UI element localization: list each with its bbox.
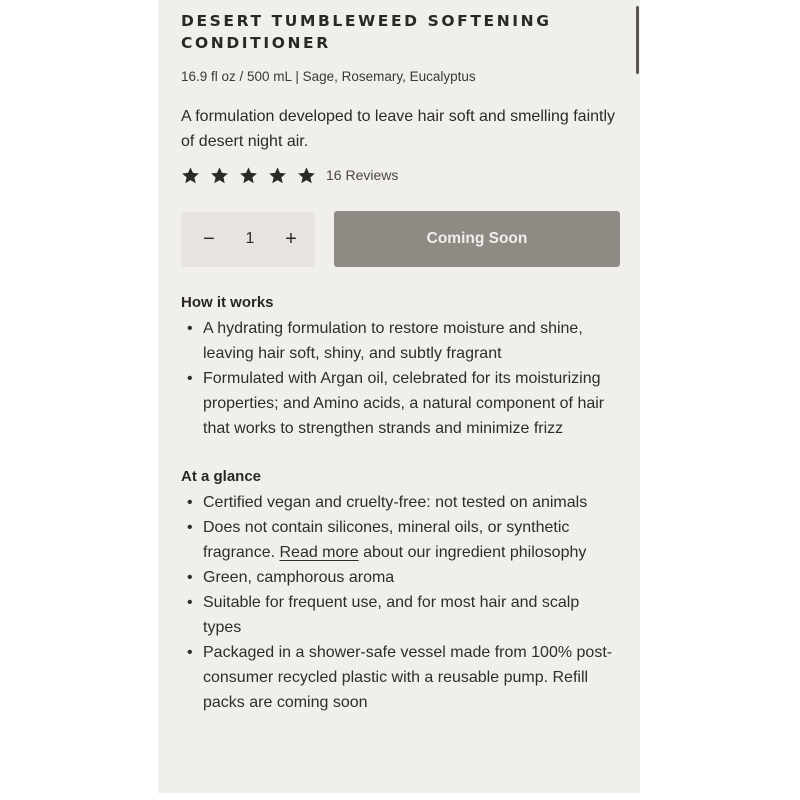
read-more-link[interactable]: Read more <box>279 544 359 561</box>
at-a-glance-list <box>181 490 621 715</box>
star-icon <box>268 166 287 185</box>
list-item <box>181 515 621 565</box>
purchase-row <box>181 211 621 267</box>
how-it-works-list <box>181 316 621 441</box>
star-icon <box>239 166 258 185</box>
list-item-text: about our ingredient philosophy <box>358 544 587 561</box>
decrement-button[interactable]: − <box>203 228 215 250</box>
list-item: • A hydrating formulation to restore moisture and shine, leaving hair soft, shiny, and subtly fragrant <box>181 316 621 366</box>
star-icon <box>181 166 200 185</box>
quantity-stepper <box>181 212 315 267</box>
star-icon <box>210 166 229 185</box>
reviews-link[interactable]: 16 Reviews <box>326 167 399 183</box>
product-content <box>181 0 621 715</box>
rating-row[interactable] <box>181 163 621 187</box>
product-description: A formulation developed to leave hair soft and smelling faintly of desert night air. <box>181 108 616 150</box>
list-item: • Certified vegan and cruelty-free: not tested on animals <box>181 490 621 515</box>
product-size-scent: 16.9 fl oz / 500 mL | Sage, Rosemary, Eucalyptus <box>181 69 476 84</box>
list-item-text: Does not contain silicones, mineral oils, or synthetic fragrance. <box>203 519 570 561</box>
quantity-value: 1 <box>245 230 255 247</box>
coming-soon-button[interactable]: Coming Soon <box>334 211 620 267</box>
increment-button[interactable]: + <box>285 228 297 250</box>
list-item: • Suitable for frequent use, and for most hair and scalp types <box>181 590 621 640</box>
scrollbar-thumb[interactable] <box>636 6 639 74</box>
star-icon <box>297 166 316 185</box>
list-item: • Green, camphorous aroma <box>181 565 621 590</box>
product-title: DESERT TUMBLEWEED SOFTENING CONDITIONER <box>181 12 552 52</box>
list-item: • Formulated with Argan oil, celebrated for its moisturizing properties; and Amino acids, a natural component of hair that works to strengthen strands and minimize frizz <box>181 366 621 441</box>
product-panel <box>158 0 640 793</box>
how-it-works-heading: How it works <box>181 294 274 311</box>
list-item: • Packaged in a shower-safe vessel made from 100% post-consumer recycled plastic with a reusable pump. Refill packs are coming soon <box>181 640 621 715</box>
at-a-glance-heading: At a glance <box>181 468 262 485</box>
